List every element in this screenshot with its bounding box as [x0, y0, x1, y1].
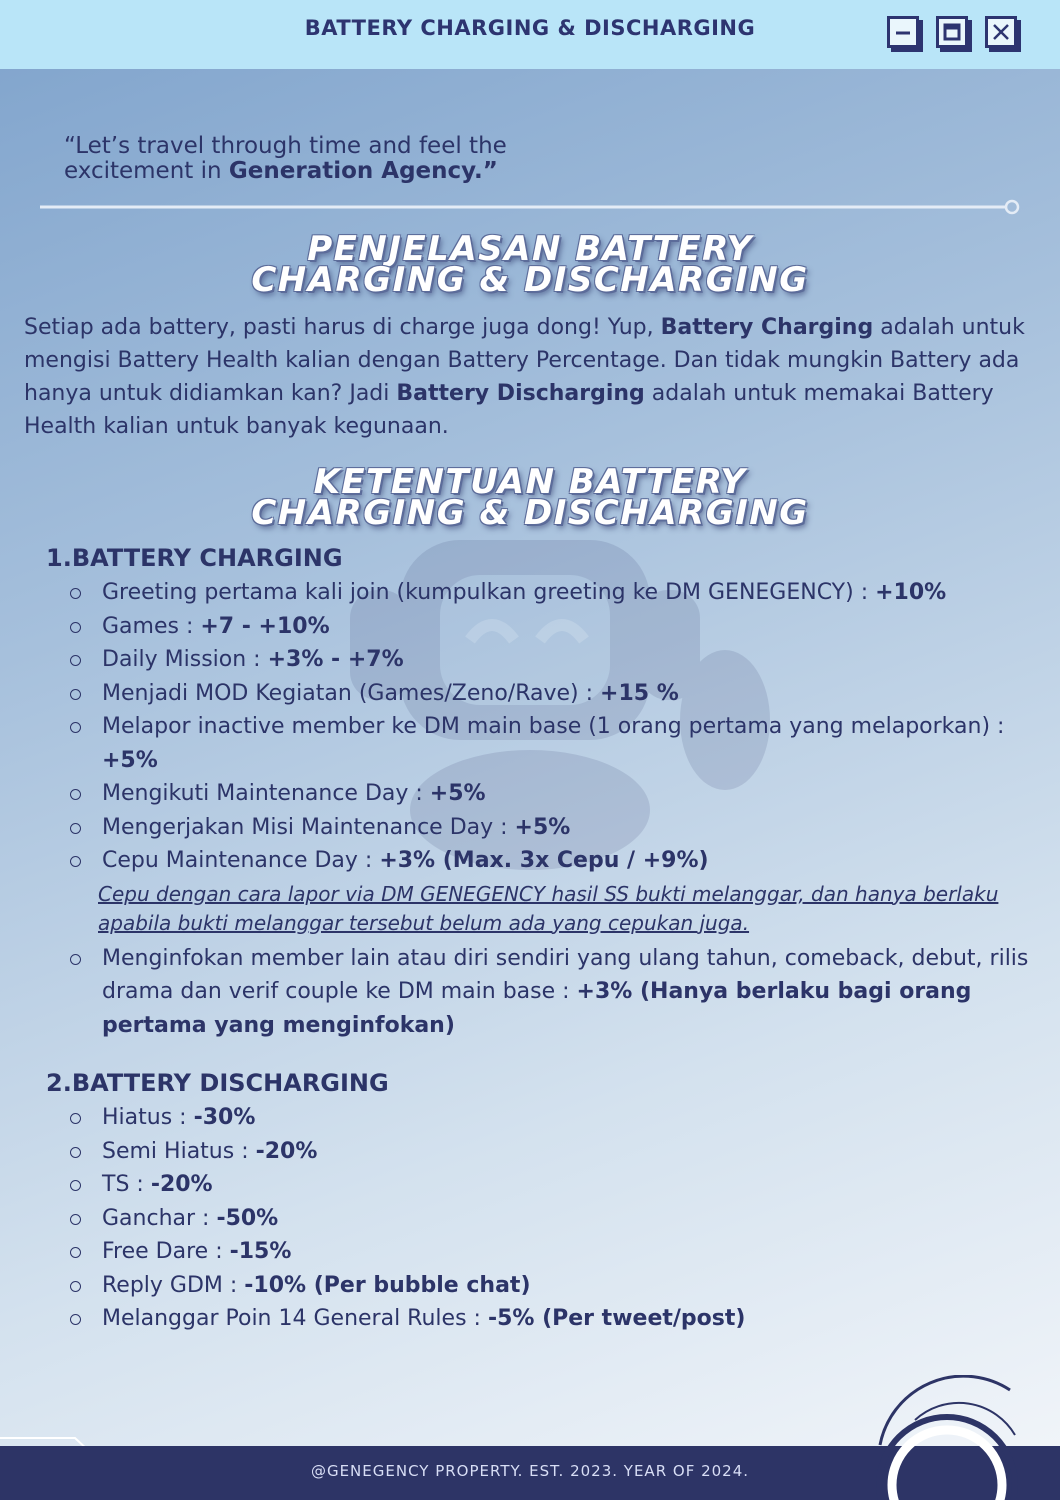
heading-penjelasan-line-2: CHARGING & DISCHARGING [251, 260, 809, 300]
minimize-icon [890, 19, 916, 45]
para-text-2: adalah untuk mengisi Battery Health kalian dengan Battery Percentage. Dan tidak mungkin Battery ada hanya untuk didiamkan kan? Jadi [24, 315, 1025, 406]
divider-line [40, 196, 1025, 218]
para-bold-2: Battery Discharging [396, 381, 645, 406]
charging-item [70, 576, 1030, 610]
charging-item-value: +3% - +7% [267, 647, 404, 672]
circle-bullet-icon [70, 823, 81, 834]
heading-penjelasan [0, 229, 1060, 300]
charging-item [70, 942, 1030, 1043]
footer-text: @GENEGENCY PROPERTY. EST. 2023. YEAR OF 2024. [310, 1462, 750, 1480]
quote-line-2-bold: Generation Agency.” [228, 158, 498, 184]
discharging-item-label: TS : [102, 1172, 151, 1197]
circle-bullet-icon [70, 689, 81, 700]
discharging-item [70, 1101, 1030, 1135]
discharging-item [70, 1168, 1030, 1202]
circle-bullet-icon [70, 1281, 81, 1292]
para-bold-1: Battery Charging [660, 315, 874, 340]
maximize-button[interactable] [936, 16, 968, 48]
charging-item-label: Daily Mission : [102, 647, 268, 672]
discharging-item-label: Melanggar Poin 14 General Rules : [102, 1306, 488, 1331]
close-button[interactable] [985, 16, 1017, 48]
minimize-button[interactable] [887, 16, 919, 48]
charging-list [70, 576, 1030, 1042]
charging-item-label: Mengerjakan Misi Maintenance Day : [102, 814, 515, 840]
circle-bullet-icon [70, 1147, 81, 1158]
discharging-list [70, 1101, 1030, 1336]
circle-bullet-icon [70, 1247, 81, 1258]
discharging-item-label: Free Dare : [102, 1239, 230, 1264]
discharging-item [70, 1302, 1030, 1336]
charging-item [70, 643, 1030, 677]
circle-bullet-icon [70, 789, 81, 800]
discharging-item [70, 1135, 1030, 1169]
explanation-paragraph [24, 311, 1039, 443]
discharging-item-label: Semi Hiatus : [102, 1138, 256, 1164]
charging-item [70, 777, 1030, 811]
circle-bullet-icon [70, 722, 81, 733]
discharging-item-value: -50% [216, 1205, 279, 1231]
charging-item-note: Cepu dengan cara lapor via DM GENEGENCY hasil SS bukti melanggar, dan hanya berlaku apabila bukti melanggar tersebut belum ada yang cepukan juga. [98, 881, 999, 935]
heading-penjelasan-line-1: PENJELASAN BATTERY [307, 229, 753, 269]
charging-item-value: +7 - +10% [200, 613, 330, 639]
discharging-item [70, 1235, 1030, 1269]
discharging-item-label: Hiatus : [102, 1105, 194, 1130]
discharging-item-value: -30% [193, 1105, 256, 1130]
maximize-icon [939, 19, 965, 45]
heading-ketentuan-line-1: KETENTUAN BATTERY [313, 462, 747, 502]
quote-line-2-prefix: excitement in [64, 158, 229, 184]
charging-item-label: Menjadi MOD Kegiatan (Games/Zeno/Rave) : [102, 680, 601, 706]
circle-bullet-icon [70, 1113, 81, 1124]
discharging-item-label: Ganchar : [102, 1205, 217, 1231]
charging-item-value: +3% (Max. 3x Cepu / +9%) [379, 848, 709, 873]
corner-ring-decoration [865, 1375, 1060, 1500]
discharging-item-value: -20% [150, 1172, 213, 1197]
charging-item [70, 844, 1030, 942]
discharging-title: 2.BATTERY DISCHARGING [46, 1069, 389, 1097]
charging-item-label: Cepu Maintenance Day : [102, 848, 380, 873]
charging-item-value: +15 % [600, 680, 679, 706]
discharging-item-value: -10% (Per bubble chat) [244, 1272, 531, 1298]
para-text-3: adalah untuk memakai Battery Health kalian untuk banyak kegunaan. [24, 381, 994, 439]
charging-item [70, 677, 1030, 711]
charging-item-label: Melapor inactive member ke DM main base (1 orang pertama yang melaporkan) : [102, 714, 1005, 739]
discharging-item-value: -20% [255, 1138, 318, 1164]
para-text-1: Setiap ada battery, pasti harus di charge juga dong! Yup, [24, 315, 661, 340]
charging-item-value: +5% [102, 747, 158, 773]
circle-bullet-icon [70, 856, 81, 867]
close-icon [988, 19, 1014, 45]
heading-ketentuan [0, 462, 1060, 533]
discharging-item [70, 1202, 1030, 1236]
circle-bullet-icon [70, 954, 81, 965]
circle-bullet-icon [70, 588, 81, 599]
circle-bullet-icon [70, 622, 81, 633]
charging-item-value: +3% (Hanya berlaku bagi orang pertama yang menginfokan) [102, 979, 972, 1038]
charging-item [70, 610, 1030, 644]
charging-item [70, 811, 1030, 845]
discharging-item-label: Reply GDM : [102, 1272, 245, 1298]
charging-item-value: +5% [514, 814, 571, 840]
circle-bullet-icon [70, 1314, 81, 1325]
charging-item-label: Greeting pertama kali join (kumpulkan greeting ke DM GENEGENCY) : [102, 580, 876, 605]
discharging-item-value: -5% (Per tweet/post) [487, 1306, 746, 1331]
charging-title: 1.BATTERY CHARGING [46, 544, 343, 572]
heading-ketentuan-line-2: CHARGING & DISCHARGING [251, 493, 809, 533]
charging-item-value: +10% [875, 580, 947, 605]
circle-bullet-icon [70, 1180, 81, 1191]
circle-bullet-icon [70, 655, 81, 666]
quote-line-2 [64, 159, 624, 184]
charging-item [70, 710, 1030, 777]
charging-item-value: +5% [429, 781, 486, 806]
discharging-item [70, 1269, 1030, 1303]
window-title: BATTERY CHARGING & DISCHARGING [304, 16, 756, 40]
charging-item-label: Games : [102, 613, 201, 639]
discharging-item-value: -15% [229, 1239, 292, 1264]
quote [64, 134, 624, 184]
charging-item-label: Mengikuti Maintenance Day : [102, 781, 430, 806]
charging-item-label: Menginfokan member lain atau diri sendiri yang ulang tahun, comeback, debut, rilis drama dan verif couple ke DM main base : [102, 945, 1029, 1004]
quote-line-1: “Let’s travel through time and feel the [64, 133, 507, 159]
circle-bullet-icon [70, 1214, 81, 1225]
